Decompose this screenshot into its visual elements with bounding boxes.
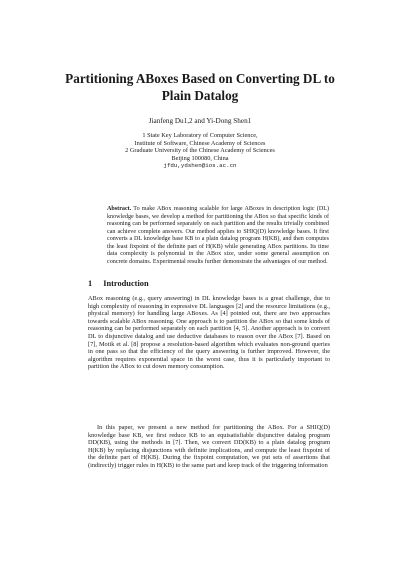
- affiliation-line: 1 State Key Laboratory of Computer Science,: [142, 132, 258, 139]
- section-heading: [88, 279, 149, 288]
- paper-title: [60, 70, 340, 104]
- body-paragraph-2: In this paper, we present a new method for partitioning the ABox. For a SHIQ(D) knowledge base KB, we first reduce KB to an equisatisfiable disjunctive datalog program DD(KB), using the methods in [7]. Then, we convert DD(KB) to a plain datalog program H(KB) by replacing disjunctions with definite implications, and compute the least fixpoint of the definite part of H(KB). During the fixpoint computation, we put sets of assertions that (indirectly) trigger rules in H(KB) to the same part and keep track of the triggering information: [88, 424, 330, 469]
- affiliation-line: Institute of Software, Chinese Academy of Sciences: [134, 139, 266, 147]
- section-number: 1: [88, 279, 93, 288]
- body-paragraph-1: ABox reasoning (e.g., query answering) in DL knowledge bases is a great challenge, due to high complexity of reasoning in expressive DL languages [2] and the resource limitations (e.g., physical memory) for handling large ABoxes. As [4] pointed out, there are two approaches towards scalable ABox reasoning. One approach is to partition the ABox so that some kinds of reasoning can be performed separately on each partition [4, 5]. Another approach is to convert DL to disjunctive datalog and use deductive databases to reason over the ABox [7]. Based on [7], Motik et al. [8] propose a resolution-based algorithm which evaluates non-ground queries in one pass so that the efficiency of the query answering is further improved. However, the algorithm requires exponential space in the worst case, thus it is particularly important to partition the ABox to cut down memory consumption.: [88, 295, 330, 371]
- title-line-1: Partitioning ABoxes Based on Converting DL to: [65, 71, 335, 86]
- author-email: jfdu,ydshen@ios.ac.cn: [163, 162, 237, 170]
- abstract: [107, 206, 329, 266]
- affiliation-line: 2 Graduate University of the Chinese Academy of Sciences: [125, 147, 275, 155]
- affiliations: [80, 132, 320, 170]
- abstract-text: To make ABox reasoning scalable for large ABoxes in description logic (DL) knowledge bases, we develop a method for partitioning the ABox so that specific kinds of reasoning can be performed separately on each partition and the results trivially combined can achieve complete answers. Our method applies to SHIQ(D) knowledge bases. It first converts a DL knowledge base KB to a plain datalog program H(KB), and then computes the least fixpoint of the definite part of H(KB) while generating ABox partitions. Its time data complexity is polynomial in the ABox size, under some general assumption on concrete domains. Experimental results further demonstrate the advantages of our method.: [107, 206, 329, 265]
- affiliation-line: Beijing 100080, China: [171, 154, 229, 162]
- author-list: Jianfeng Du1,2 and Yi-Dong Shen1: [148, 117, 252, 125]
- title-line-2: Plain Datalog: [161, 88, 239, 103]
- abstract-label: Abstract.: [107, 206, 132, 212]
- section-title: Introduction: [103, 279, 149, 288]
